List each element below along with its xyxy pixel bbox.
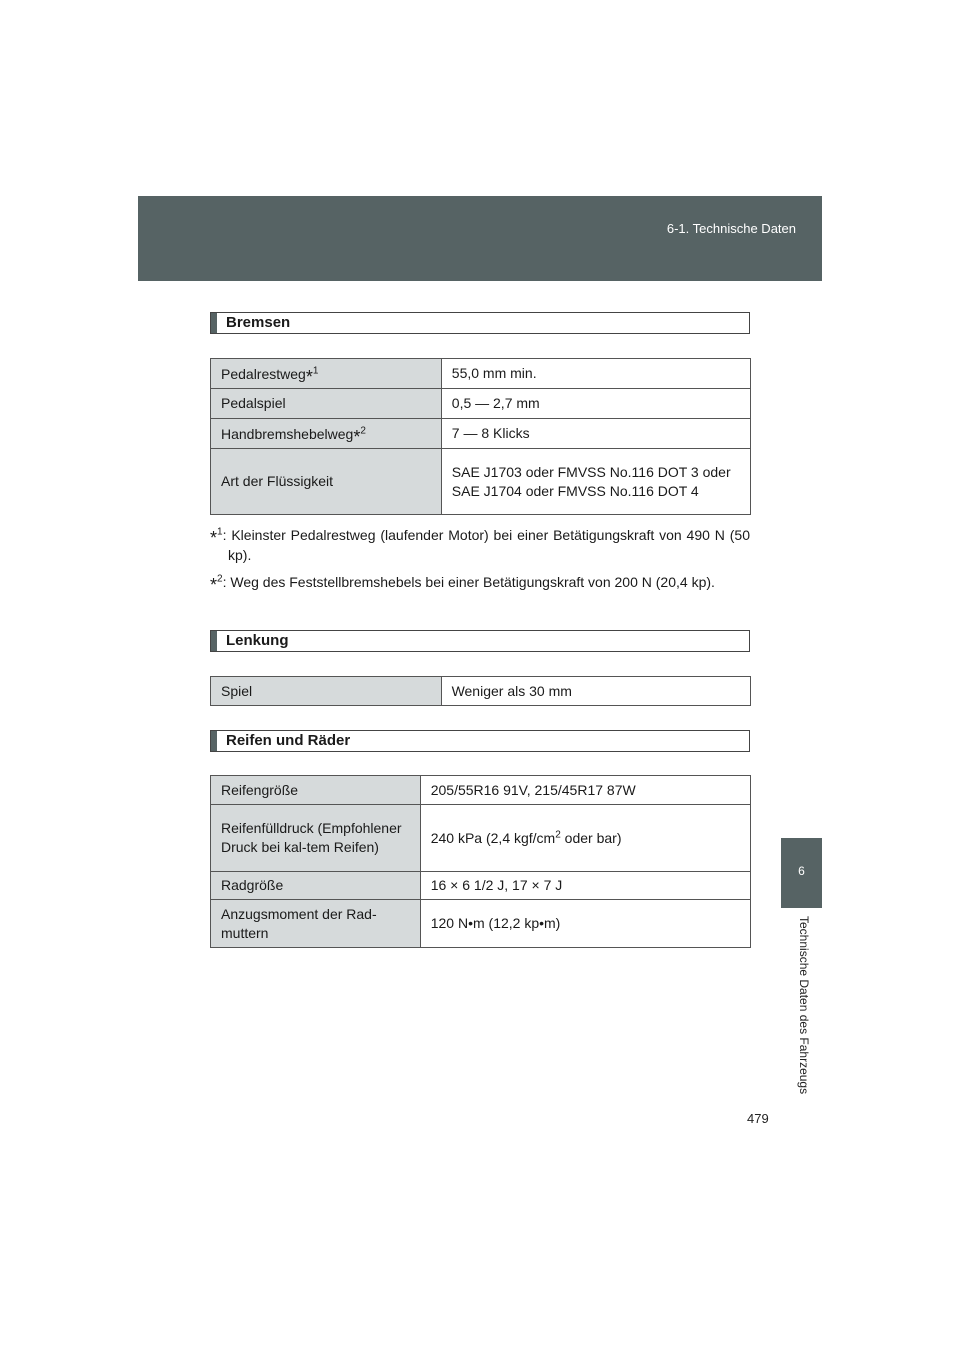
- chapter-tab: [781, 838, 822, 908]
- spec-value: 55,0 mm min.: [441, 359, 750, 389]
- wheels-title: Reifen und Räder: [226, 732, 351, 749]
- spec-value: 120 N•m (12,2 kp•m): [420, 900, 750, 948]
- chapter-label: Technische Daten des Fahrzeugs: [797, 916, 811, 1095]
- spec-value: 7 — 8 Klicks: [441, 419, 750, 449]
- spec-key: Reifenfülldruck (Empfohlener Druck bei kal-tem Reifen): [211, 805, 421, 872]
- table-row: [211, 677, 751, 706]
- table-row: [211, 900, 751, 948]
- page-number: 479: [747, 1111, 769, 1126]
- spec-key: Anzugsmoment der Rad-muttern: [211, 900, 421, 948]
- spec-value: 240 kPa (2,4 kgf/$cm^2$ oder bar): [420, 805, 750, 872]
- table-row: [211, 389, 751, 419]
- wheels-table: [210, 775, 751, 948]
- brakes-table: [210, 358, 751, 515]
- spec-key: Spiel: [211, 677, 442, 706]
- steering-heading: [210, 630, 750, 652]
- spec-value: 205/55R16 91V, 215/45R17 87W: [420, 776, 750, 805]
- table-row: [211, 776, 751, 805]
- spec-key: Handbremshebelweg*$^2$: [211, 419, 442, 449]
- heading-bar: [211, 731, 217, 751]
- header-band: [138, 196, 822, 281]
- wheels-heading: [210, 730, 750, 752]
- footnote-1: *$^1$: Kleinster Pedalrestweg (laufender Motor) bei einer Betätigungskraft von 490 N (50 kp).: [210, 526, 750, 563]
- table-row: [211, 872, 751, 900]
- spec-key: Pedalspiel: [211, 389, 442, 419]
- brakes-heading: [210, 312, 750, 334]
- table-row: [211, 359, 751, 389]
- spec-key: Reifengröße: [211, 776, 421, 805]
- steering-title: Lenkung: [226, 632, 289, 649]
- heading-bar: [211, 631, 217, 651]
- spec-value: 0,5 — 2,7 mm: [441, 389, 750, 419]
- spec-value: SAE J1703 oder FMVSS No.116 DOT 3 oder SAE J1704 oder FMVSS No.116 DOT 4: [441, 449, 750, 515]
- steering-table: [210, 676, 751, 706]
- spec-key: Radgröße: [211, 872, 421, 900]
- spec-key: Art der Flüssigkeit: [211, 449, 442, 515]
- spec-value: Weniger als 30 mm: [441, 677, 750, 706]
- brakes-title: Bremsen: [226, 314, 291, 331]
- spec-key: Pedalrestweg*$^1$: [211, 359, 442, 389]
- spec-value: 16 × 6 1/2 J, 17 × 7 J: [420, 872, 750, 900]
- table-row: [211, 805, 751, 872]
- footnote-2: *$^2$: Weg des Feststellbremshebels bei einer Betätigungskraft von 200 N (20,4 kp).: [210, 573, 715, 595]
- heading-bar: [211, 313, 217, 333]
- chapter-number: 6: [798, 864, 805, 878]
- section-title: 6-1. Technische Daten: [666, 221, 796, 236]
- table-row: [211, 449, 751, 515]
- table-row: [211, 419, 751, 449]
